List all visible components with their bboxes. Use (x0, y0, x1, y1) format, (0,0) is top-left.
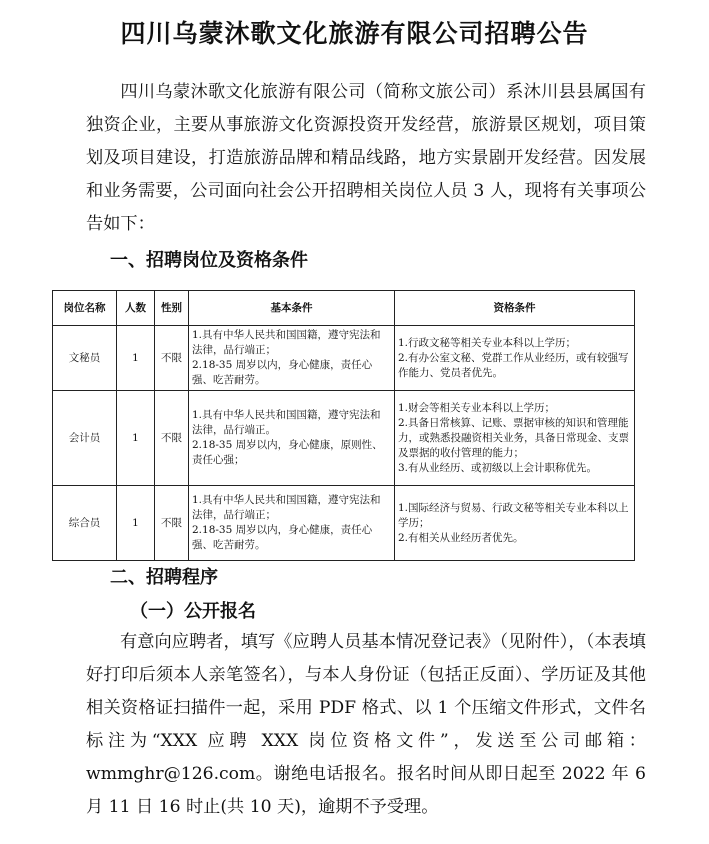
cell-position: 综合员 (53, 486, 117, 561)
application-text: 有意向应聘者，填写《应聘人员基本情况登记表》（见附件），（本表填好打印后须本人亲笔签名），与本人身份证（包括正反面）、学历证及其他相关资格证扫描件一起，采用 PDF 格式、以 1 个压缩文件形式，文件名标注为“XXX 应聘 XXX 岗位资格文件”，发送至公司邮箱：wmmghr@126.com。谢绝电话报名。报名时间从即日起至 2022 年 6 月 11 日 16 时止(共 10 天)，逾期不予受理。 (86, 632, 646, 817)
basic-line: 1.具有中华人民共和国国籍，遵守宪法和法律，品行端正； (192, 329, 381, 356)
intro-text: 四川乌蒙沐歌文化旅游有限公司（简称文旅公司）系沐川县县属国有独资企业，主要从事旅游文化资源投资开发经营，旅游景区规划，项目策划及项目建设，打造旅游品牌和精品线路，地方实景剧开发经营。因发展和业务需要，公司面向社会公开招聘相关岗位人员 3 人，现将有关事项公告如下： (86, 82, 646, 234)
cell-gender: 不限 (155, 391, 189, 486)
basic-line: 2.18-35 周岁以内，身心健康，原则性、责任心强； (192, 439, 383, 466)
section-heading-procedure: 二、招聘程序 (110, 567, 218, 588)
qualification-line: 2.有相关从业经历者优先。 (398, 531, 524, 544)
cell-position: 会计员 (53, 391, 117, 486)
cell-gender: 不限 (155, 486, 189, 561)
table-row (53, 391, 635, 486)
qualification-line: 1.国际经济与贸易、行政文秘等相关专业本科以上学历； (398, 501, 629, 529)
section-heading-positions: 一、招聘岗位及资格条件 (110, 250, 308, 271)
header-qualification: 资格条件 (395, 291, 635, 326)
header-position: 岗位名称 (53, 291, 117, 326)
qualification-line: 1.财会等相关专业本科以上学历； (398, 401, 556, 414)
cell-count: 1 (117, 326, 155, 391)
basic-line: 1.具有中华人民共和国国籍，遵守宪法和法律，品行端正。 (192, 409, 381, 436)
cell-count: 1 (117, 391, 155, 486)
header-gender: 性别 (155, 291, 189, 326)
application-paragraph (86, 626, 646, 824)
cell-qualification (395, 391, 635, 486)
page-title: 四川乌蒙沐歌文化旅游有限公司招聘公告 (120, 19, 589, 48)
table-row (53, 486, 635, 561)
cell-count: 1 (117, 486, 155, 561)
qualification-line: 1.行政文秘等相关专业本科以上学历； (398, 336, 577, 349)
header-count: 人数 (117, 291, 155, 326)
qualification-line: 2.具备日常核算、记账、票据审核的知识和管理能力，或熟悉投融资相关业务，具备日常现金、支票及票据的收付管理的能力； (398, 416, 629, 459)
qualification-line: 2.有办公室文秘、党群工作从业经历，或有较强写作能力、党员者优先。 (398, 351, 629, 379)
basic-line: 1.具有中华人民共和国国籍，遵守宪法和法律，品行端正； (192, 494, 381, 521)
positions-table (52, 290, 635, 561)
cell-position: 文秘员 (53, 326, 117, 391)
cell-basic (189, 486, 395, 561)
table-row (53, 326, 635, 391)
cell-qualification (395, 486, 635, 561)
intro-paragraph (86, 76, 646, 241)
subsection-heading-registration: （一）公开报名 (130, 601, 256, 622)
cell-basic (189, 391, 395, 486)
cell-qualification (395, 326, 635, 391)
header-basic: 基本条件 (189, 291, 395, 326)
basic-line: 2.18-35 周岁以内，身心健康，责任心强、吃苦耐劳。 (192, 359, 373, 386)
table-header-row (53, 291, 635, 326)
cell-gender: 不限 (155, 326, 189, 391)
cell-basic (189, 326, 395, 391)
qualification-line: 3.有从业经历、或初级以上会计职称优先。 (398, 461, 598, 474)
basic-line: 2.18-35 周岁以内，身心健康，责任心强、吃苦耐劳。 (192, 524, 373, 551)
